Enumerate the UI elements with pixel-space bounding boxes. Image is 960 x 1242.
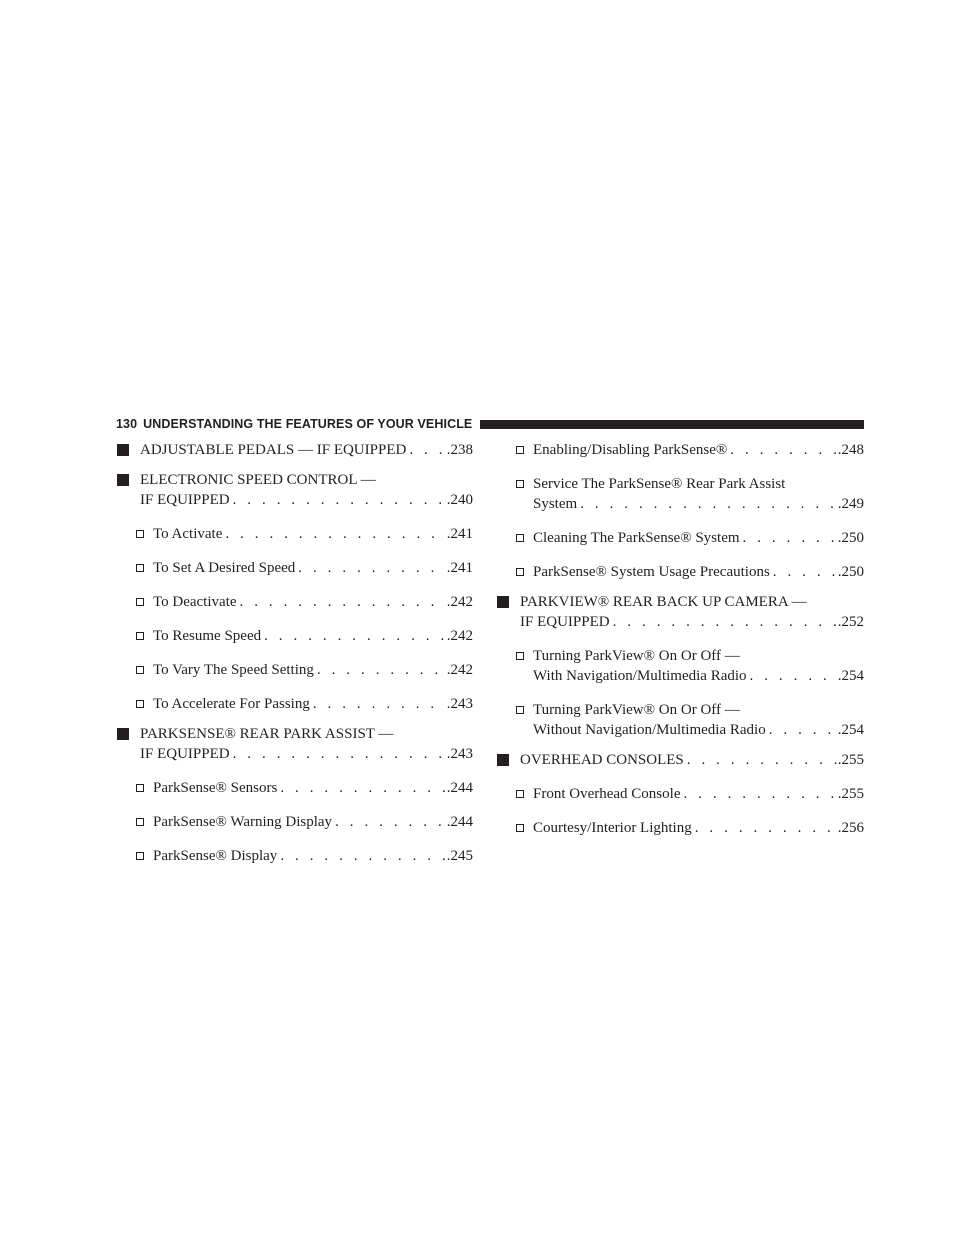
toc-subsection-entry[interactable]: [496, 528, 864, 548]
hollow-square-bullet-icon: [136, 666, 144, 674]
hollow-square-bullet-icon: [136, 598, 144, 606]
toc-entry-label: ParkSense® Warning Display: [153, 814, 333, 830]
toc-entry-label: OVERHEAD CONSOLES: [520, 752, 684, 768]
hollow-square-bullet-icon: [516, 652, 524, 660]
hollow-square-bullet-icon: [516, 480, 524, 488]
toc-subsection-entry[interactable]: [116, 592, 473, 612]
hollow-square-bullet-icon: [136, 700, 144, 708]
toc-entry-label: Turning ParkView® On Or Off —: [533, 648, 740, 664]
dot-leader: [298, 558, 445, 578]
toc-page-number: .255: [837, 752, 864, 768]
toc-page-number: .256: [837, 820, 864, 836]
toc-section-entry[interactable]: [116, 440, 473, 460]
toc-section-entry[interactable]: [496, 750, 864, 770]
dot-leader: [233, 744, 446, 764]
dot-leader: [264, 626, 446, 646]
toc-entry-label: ADJUSTABLE PEDALS — IF EQUIPPED: [140, 442, 407, 458]
dot-leader: [233, 490, 446, 510]
toc-entry-label: IF EQUIPPED: [140, 492, 230, 508]
filled-square-bullet-icon: [497, 754, 509, 766]
toc-subsection-entry[interactable]: [116, 694, 473, 714]
toc-entry-label: Service The ParkSense® Rear Park Assist: [533, 476, 786, 492]
dot-leader: [773, 562, 837, 582]
dot-leader: [317, 660, 446, 680]
toc-subsection-entry[interactable]: [496, 474, 864, 514]
toc-left-column: [116, 440, 473, 866]
toc-section-entry[interactable]: [116, 724, 473, 764]
toc-entry-label: To Set A Desired Speed: [153, 560, 296, 576]
dot-leader: [280, 778, 445, 798]
toc-page-number: .238: [446, 442, 473, 458]
toc-entry-label: PARKVIEW® REAR BACK UP CAMERA —: [520, 594, 807, 610]
hollow-square-bullet-icon: [136, 852, 144, 860]
toc-entry-label: IF EQUIPPED: [520, 614, 610, 630]
toc-section-entry[interactable]: [496, 592, 864, 632]
dot-leader: [280, 846, 445, 866]
dot-leader: [335, 812, 446, 832]
toc-entry-label: ParkSense® System Usage Precautions: [533, 564, 770, 580]
toc-entry-label: ParkSense® Sensors: [153, 780, 278, 796]
hollow-square-bullet-icon: [136, 784, 144, 792]
hollow-square-bullet-icon: [516, 446, 524, 454]
running-header: [116, 416, 864, 432]
header-rule: [480, 420, 864, 429]
toc-subsection-entry[interactable]: [496, 646, 864, 686]
toc-page-number: .242: [446, 662, 473, 678]
dot-leader: [613, 612, 837, 632]
filled-square-bullet-icon: [117, 444, 129, 456]
toc-subsection-entry[interactable]: [496, 440, 864, 460]
toc-page-number: .240: [446, 492, 473, 508]
dot-leader: [750, 666, 837, 686]
toc-entry-label: System: [533, 496, 578, 512]
dot-leader: [225, 524, 445, 544]
toc-page-number: .242: [446, 628, 473, 644]
filled-square-bullet-icon: [117, 474, 129, 486]
hollow-square-bullet-icon: [136, 530, 144, 538]
toc-page-number: .242: [446, 594, 473, 610]
toc-entry-label: To Deactivate: [153, 594, 237, 610]
toc-page-number: .243: [446, 746, 473, 762]
toc-subsection-entry[interactable]: [116, 812, 473, 832]
toc-entry-label: To Activate: [153, 526, 223, 542]
dot-leader: [687, 750, 837, 770]
toc-entry-label: To Resume Speed: [153, 628, 262, 644]
toc-subsection-entry[interactable]: [116, 626, 473, 646]
hollow-square-bullet-icon: [136, 564, 144, 572]
toc-entry-label: With Navigation/Multimedia Radio: [533, 668, 747, 684]
toc-page-number: .241: [446, 526, 473, 542]
hollow-square-bullet-icon: [136, 632, 144, 640]
toc-entry-label: ParkSense® Display: [153, 848, 278, 864]
hollow-square-bullet-icon: [516, 706, 524, 714]
page-number: 130: [116, 417, 138, 431]
toc-entry-label: IF EQUIPPED: [140, 746, 230, 762]
toc-subsection-entry[interactable]: [496, 784, 864, 804]
dot-leader: [240, 592, 446, 612]
hollow-square-bullet-icon: [136, 818, 144, 826]
filled-square-bullet-icon: [117, 728, 129, 740]
toc-page-number: .254: [837, 722, 864, 738]
toc-page-number: .252: [837, 614, 864, 630]
dot-leader: [695, 818, 837, 838]
toc-page-number: .245: [446, 848, 473, 864]
toc-page-number: .250: [837, 530, 864, 546]
dot-leader: [580, 494, 837, 514]
dot-leader: [769, 720, 837, 740]
hollow-square-bullet-icon: [516, 790, 524, 798]
toc-page-number: .248: [837, 442, 864, 458]
dot-leader: [409, 440, 445, 460]
toc-subsection-entry[interactable]: [116, 524, 473, 544]
toc-entry-label: ELECTRONIC SPEED CONTROL —: [140, 472, 376, 488]
toc-subsection-entry[interactable]: [496, 562, 864, 582]
toc-right-column: [496, 440, 864, 838]
toc-subsection-entry[interactable]: [116, 660, 473, 680]
toc-page-number: .244: [446, 780, 473, 796]
chapter-title: UNDERSTANDING THE FEATURES OF YOUR VEHICLE: [143, 417, 473, 431]
dot-leader: [743, 528, 837, 548]
toc-entry-label: Cleaning The ParkSense® System: [533, 530, 740, 546]
toc-subsection-entry[interactable]: [116, 778, 473, 798]
toc-subsection-entry[interactable]: [496, 700, 864, 740]
toc-subsection-entry[interactable]: [496, 818, 864, 838]
toc-page-number: .250: [837, 564, 864, 580]
toc-section-entry[interactable]: [116, 470, 473, 510]
toc-entry-label: Courtesy/Interior Lighting: [533, 820, 692, 836]
hollow-square-bullet-icon: [516, 534, 524, 542]
toc-entry-label: PARKSENSE® REAR PARK ASSIST —: [140, 726, 394, 742]
toc-entry-label: To Vary The Speed Setting: [153, 662, 314, 678]
filled-square-bullet-icon: [497, 596, 509, 608]
hollow-square-bullet-icon: [516, 568, 524, 576]
toc-page-number: .243: [446, 696, 473, 712]
dot-leader: [683, 784, 836, 804]
toc-entry-label: Enabling/Disabling ParkSense®: [533, 442, 728, 458]
toc-subsection-entry[interactable]: [116, 558, 473, 578]
toc-page-number: .249: [837, 496, 864, 512]
dot-leader: [730, 440, 836, 460]
toc-page-number: .254: [837, 668, 864, 684]
dot-leader: [313, 694, 446, 714]
toc-entry-label: Without Navigation/Multimedia Radio: [533, 722, 766, 738]
toc-entry-label: Turning ParkView® On Or Off —: [533, 702, 740, 718]
toc-subsection-entry[interactable]: [116, 846, 473, 866]
toc-page-number: .241: [446, 560, 473, 576]
hollow-square-bullet-icon: [516, 824, 524, 832]
toc-page-number: .255: [837, 786, 864, 802]
toc-entry-label: To Accelerate For Passing: [153, 696, 310, 712]
toc-page-number: .244: [446, 814, 473, 830]
toc-entry-label: Front Overhead Console: [533, 786, 681, 802]
